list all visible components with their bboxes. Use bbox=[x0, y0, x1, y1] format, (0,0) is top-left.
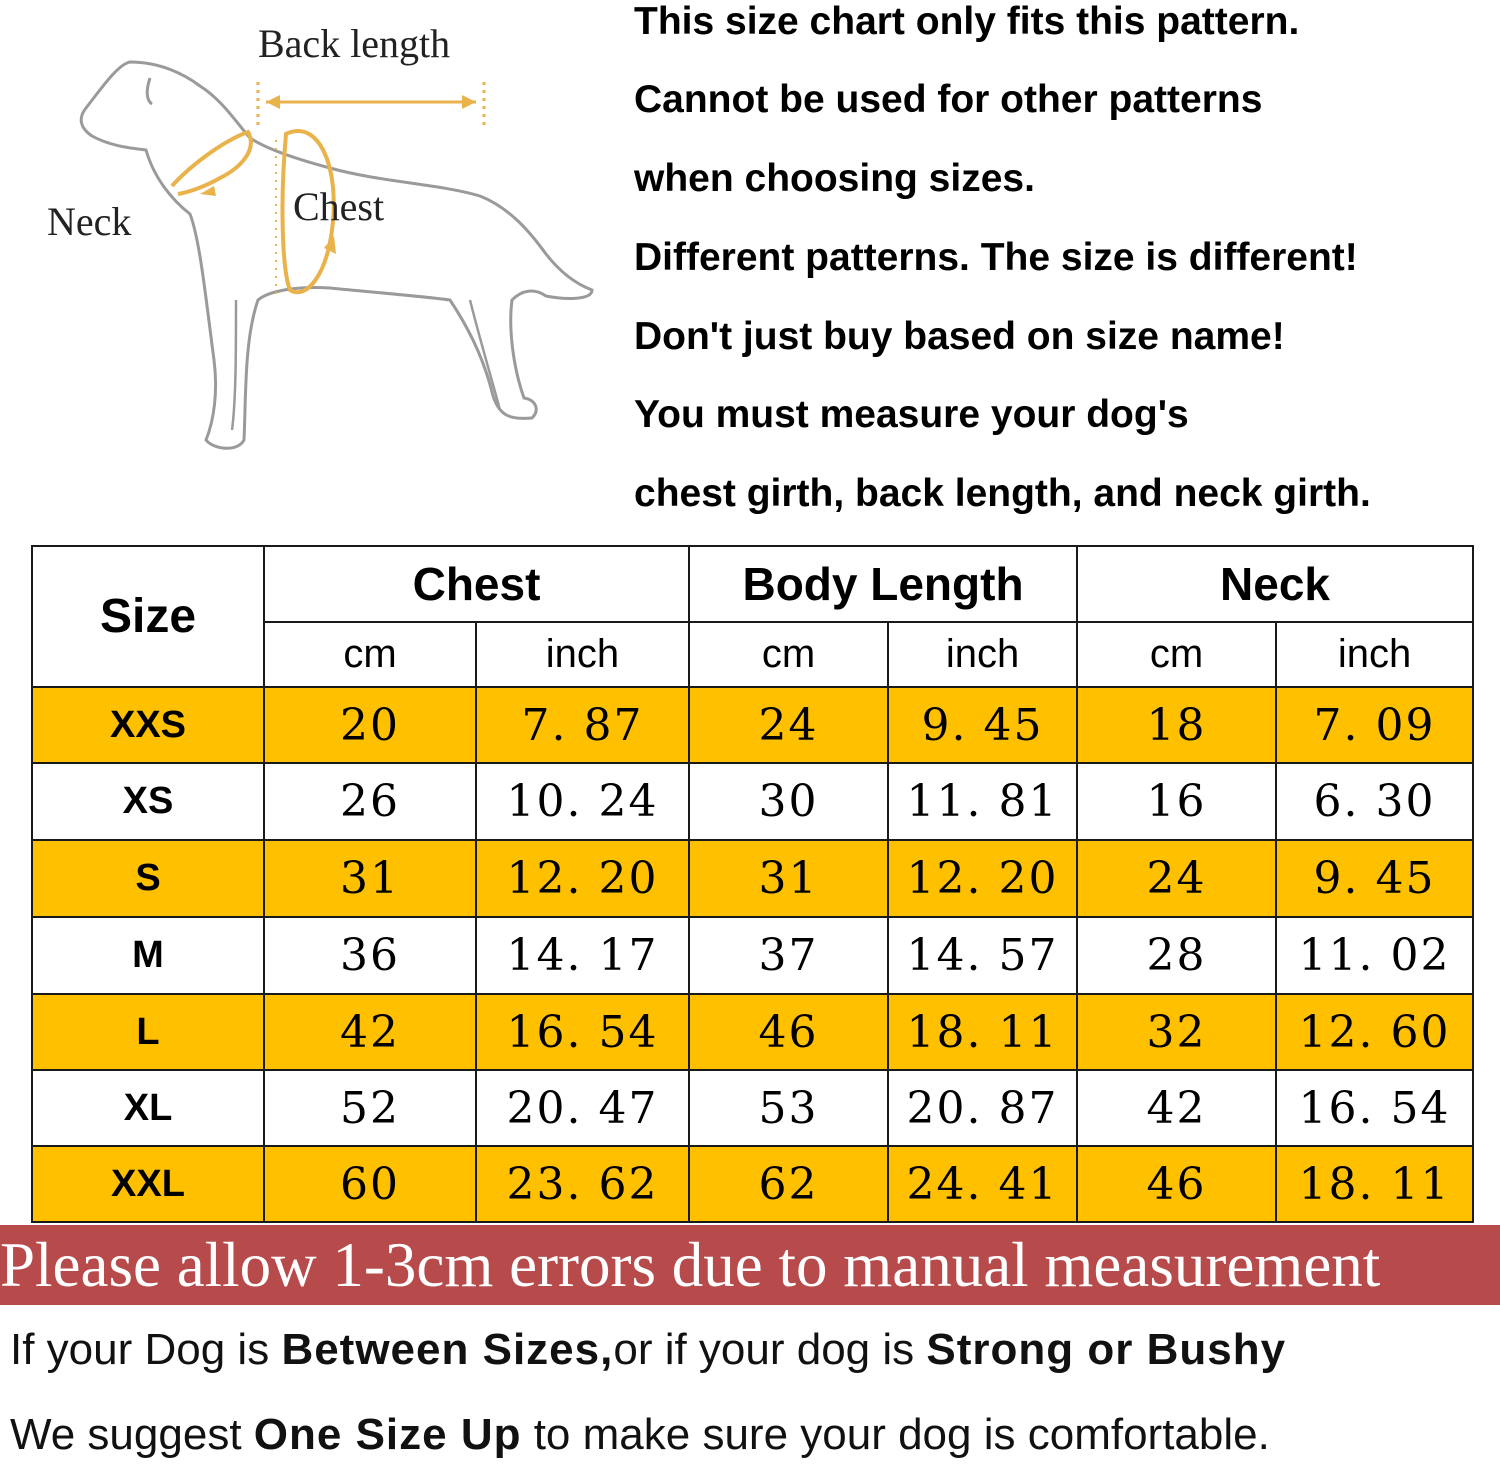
body-length-group-header: Body Length bbox=[689, 546, 1077, 622]
table-row bbox=[32, 1146, 1473, 1222]
size-column-header: Size bbox=[32, 546, 264, 687]
size-cell: M bbox=[32, 917, 264, 994]
body-length-cm-cell: 31 bbox=[689, 840, 888, 917]
body-length-cm-cell: 62 bbox=[689, 1146, 888, 1222]
notice-line: Don't just buy based on size name! bbox=[634, 315, 1285, 358]
chest-group-header: Chest bbox=[264, 546, 689, 622]
notice-line: Cannot be used for other patterns bbox=[634, 78, 1263, 121]
neck-cm-cell: 32 bbox=[1077, 994, 1276, 1070]
neck-inch-cell: 7. 09 bbox=[1276, 687, 1473, 763]
neck-inch-cell: 6. 30 bbox=[1276, 763, 1473, 840]
table-header-row bbox=[32, 546, 1473, 622]
advice-line-2 bbox=[10, 1410, 1270, 1460]
advice-line-1 bbox=[10, 1325, 1286, 1375]
chest-inch-cell: 7. 87 bbox=[476, 687, 689, 763]
table-row bbox=[32, 763, 1473, 840]
size-cell: XXS bbox=[32, 687, 264, 763]
chest-cm-cell: 36 bbox=[264, 917, 476, 994]
advice-emphasis: One Size Up bbox=[253, 1410, 522, 1459]
size-cell: XL bbox=[32, 1070, 264, 1146]
unit-header: cm bbox=[689, 622, 888, 687]
notice-line: You must measure your dog's bbox=[634, 393, 1189, 436]
chest-cm-cell: 60 bbox=[264, 1146, 476, 1222]
body-length-inch-cell: 20. 87 bbox=[888, 1070, 1077, 1146]
chest-inch-cell: 16. 54 bbox=[476, 994, 689, 1070]
neck-inch-cell: 9. 45 bbox=[1276, 840, 1473, 917]
neck-inch-cell: 16. 54 bbox=[1276, 1070, 1473, 1146]
size-cell: XS bbox=[32, 763, 264, 840]
dog-measurement-diagram bbox=[0, 0, 620, 510]
body-length-cm-cell: 53 bbox=[689, 1070, 888, 1146]
body-length-inch-cell: 18. 11 bbox=[888, 994, 1077, 1070]
chest-inch-cell: 23. 62 bbox=[476, 1146, 689, 1222]
chest-cm-cell: 20 bbox=[264, 687, 476, 763]
body-length-cm-cell: 46 bbox=[689, 994, 888, 1070]
neck-cm-cell: 24 bbox=[1077, 840, 1276, 917]
advice-emphasis: Between Sizes, bbox=[281, 1325, 614, 1374]
advice-text: to make sure your dog is comfortable. bbox=[521, 1410, 1270, 1459]
body-length-cm-cell: 37 bbox=[689, 917, 888, 994]
neck-cm-cell: 46 bbox=[1077, 1146, 1276, 1222]
neck-cm-cell: 42 bbox=[1077, 1070, 1276, 1146]
notice-line: This size chart only fits this pattern. bbox=[634, 0, 1300, 43]
body-length-inch-cell: 9. 45 bbox=[888, 687, 1077, 763]
unit-header: inch bbox=[888, 622, 1077, 687]
size-cell: L bbox=[32, 994, 264, 1070]
advice-text: If your Dog is bbox=[10, 1325, 282, 1374]
chest-label: Chest bbox=[293, 184, 385, 229]
error-tolerance-banner bbox=[0, 1225, 1500, 1305]
notice-line: when choosing sizes. bbox=[634, 157, 1035, 200]
neck-cm-cell: 16 bbox=[1077, 763, 1276, 840]
neck-group-header: Neck bbox=[1077, 546, 1473, 622]
size-cell: S bbox=[32, 840, 264, 917]
body-length-inch-cell: 12. 20 bbox=[888, 840, 1077, 917]
neck-label: Neck bbox=[47, 199, 132, 244]
chest-inch-cell: 14. 17 bbox=[476, 917, 689, 994]
body-length-cm-cell: 24 bbox=[689, 687, 888, 763]
chest-cm-cell: 31 bbox=[264, 840, 476, 917]
unit-header: cm bbox=[264, 622, 476, 687]
body-length-inch-cell: 14. 57 bbox=[888, 917, 1077, 994]
table-row bbox=[32, 994, 1473, 1070]
body-length-cm-cell: 30 bbox=[689, 763, 888, 840]
neck-inch-cell: 11. 02 bbox=[1276, 917, 1473, 994]
chest-inch-cell: 10. 24 bbox=[476, 763, 689, 840]
size-chart-table bbox=[31, 545, 1474, 1223]
chest-inch-cell: 20. 47 bbox=[476, 1070, 689, 1146]
size-cell: XXL bbox=[32, 1146, 264, 1222]
body-length-inch-cell: 24. 41 bbox=[888, 1146, 1077, 1222]
chest-cm-cell: 26 bbox=[264, 763, 476, 840]
unit-header: cm bbox=[1077, 622, 1276, 687]
notice-line: Different patterns. The size is different! bbox=[634, 236, 1358, 279]
body-length-inch-cell: 11. 81 bbox=[888, 763, 1077, 840]
chest-cm-cell: 52 bbox=[264, 1070, 476, 1146]
neck-inch-cell: 12. 60 bbox=[1276, 994, 1473, 1070]
chest-inch-cell: 12. 20 bbox=[476, 840, 689, 917]
neck-cm-cell: 28 bbox=[1077, 917, 1276, 994]
table-row bbox=[32, 917, 1473, 994]
back-length-label: Back length bbox=[258, 21, 451, 66]
unit-header: inch bbox=[476, 622, 689, 687]
table-row bbox=[32, 840, 1473, 917]
neck-cm-cell: 18 bbox=[1077, 687, 1276, 763]
banner-text: Please allow 1-3cm errors due to manual measurement bbox=[0, 1230, 1381, 1300]
unit-header: inch bbox=[1276, 622, 1473, 687]
table-row bbox=[32, 1070, 1473, 1146]
advice-text: We suggest bbox=[10, 1410, 254, 1459]
advice-text: or if your dog is bbox=[613, 1325, 927, 1374]
chest-cm-cell: 42 bbox=[264, 994, 476, 1070]
notice-line: chest girth, back length, and neck girth. bbox=[634, 472, 1371, 515]
advice-emphasis: Strong or Bushy bbox=[926, 1325, 1287, 1374]
dog-silhouette-icon bbox=[0, 0, 620, 510]
table-row bbox=[32, 687, 1473, 763]
neck-inch-cell: 18. 11 bbox=[1276, 1146, 1473, 1222]
